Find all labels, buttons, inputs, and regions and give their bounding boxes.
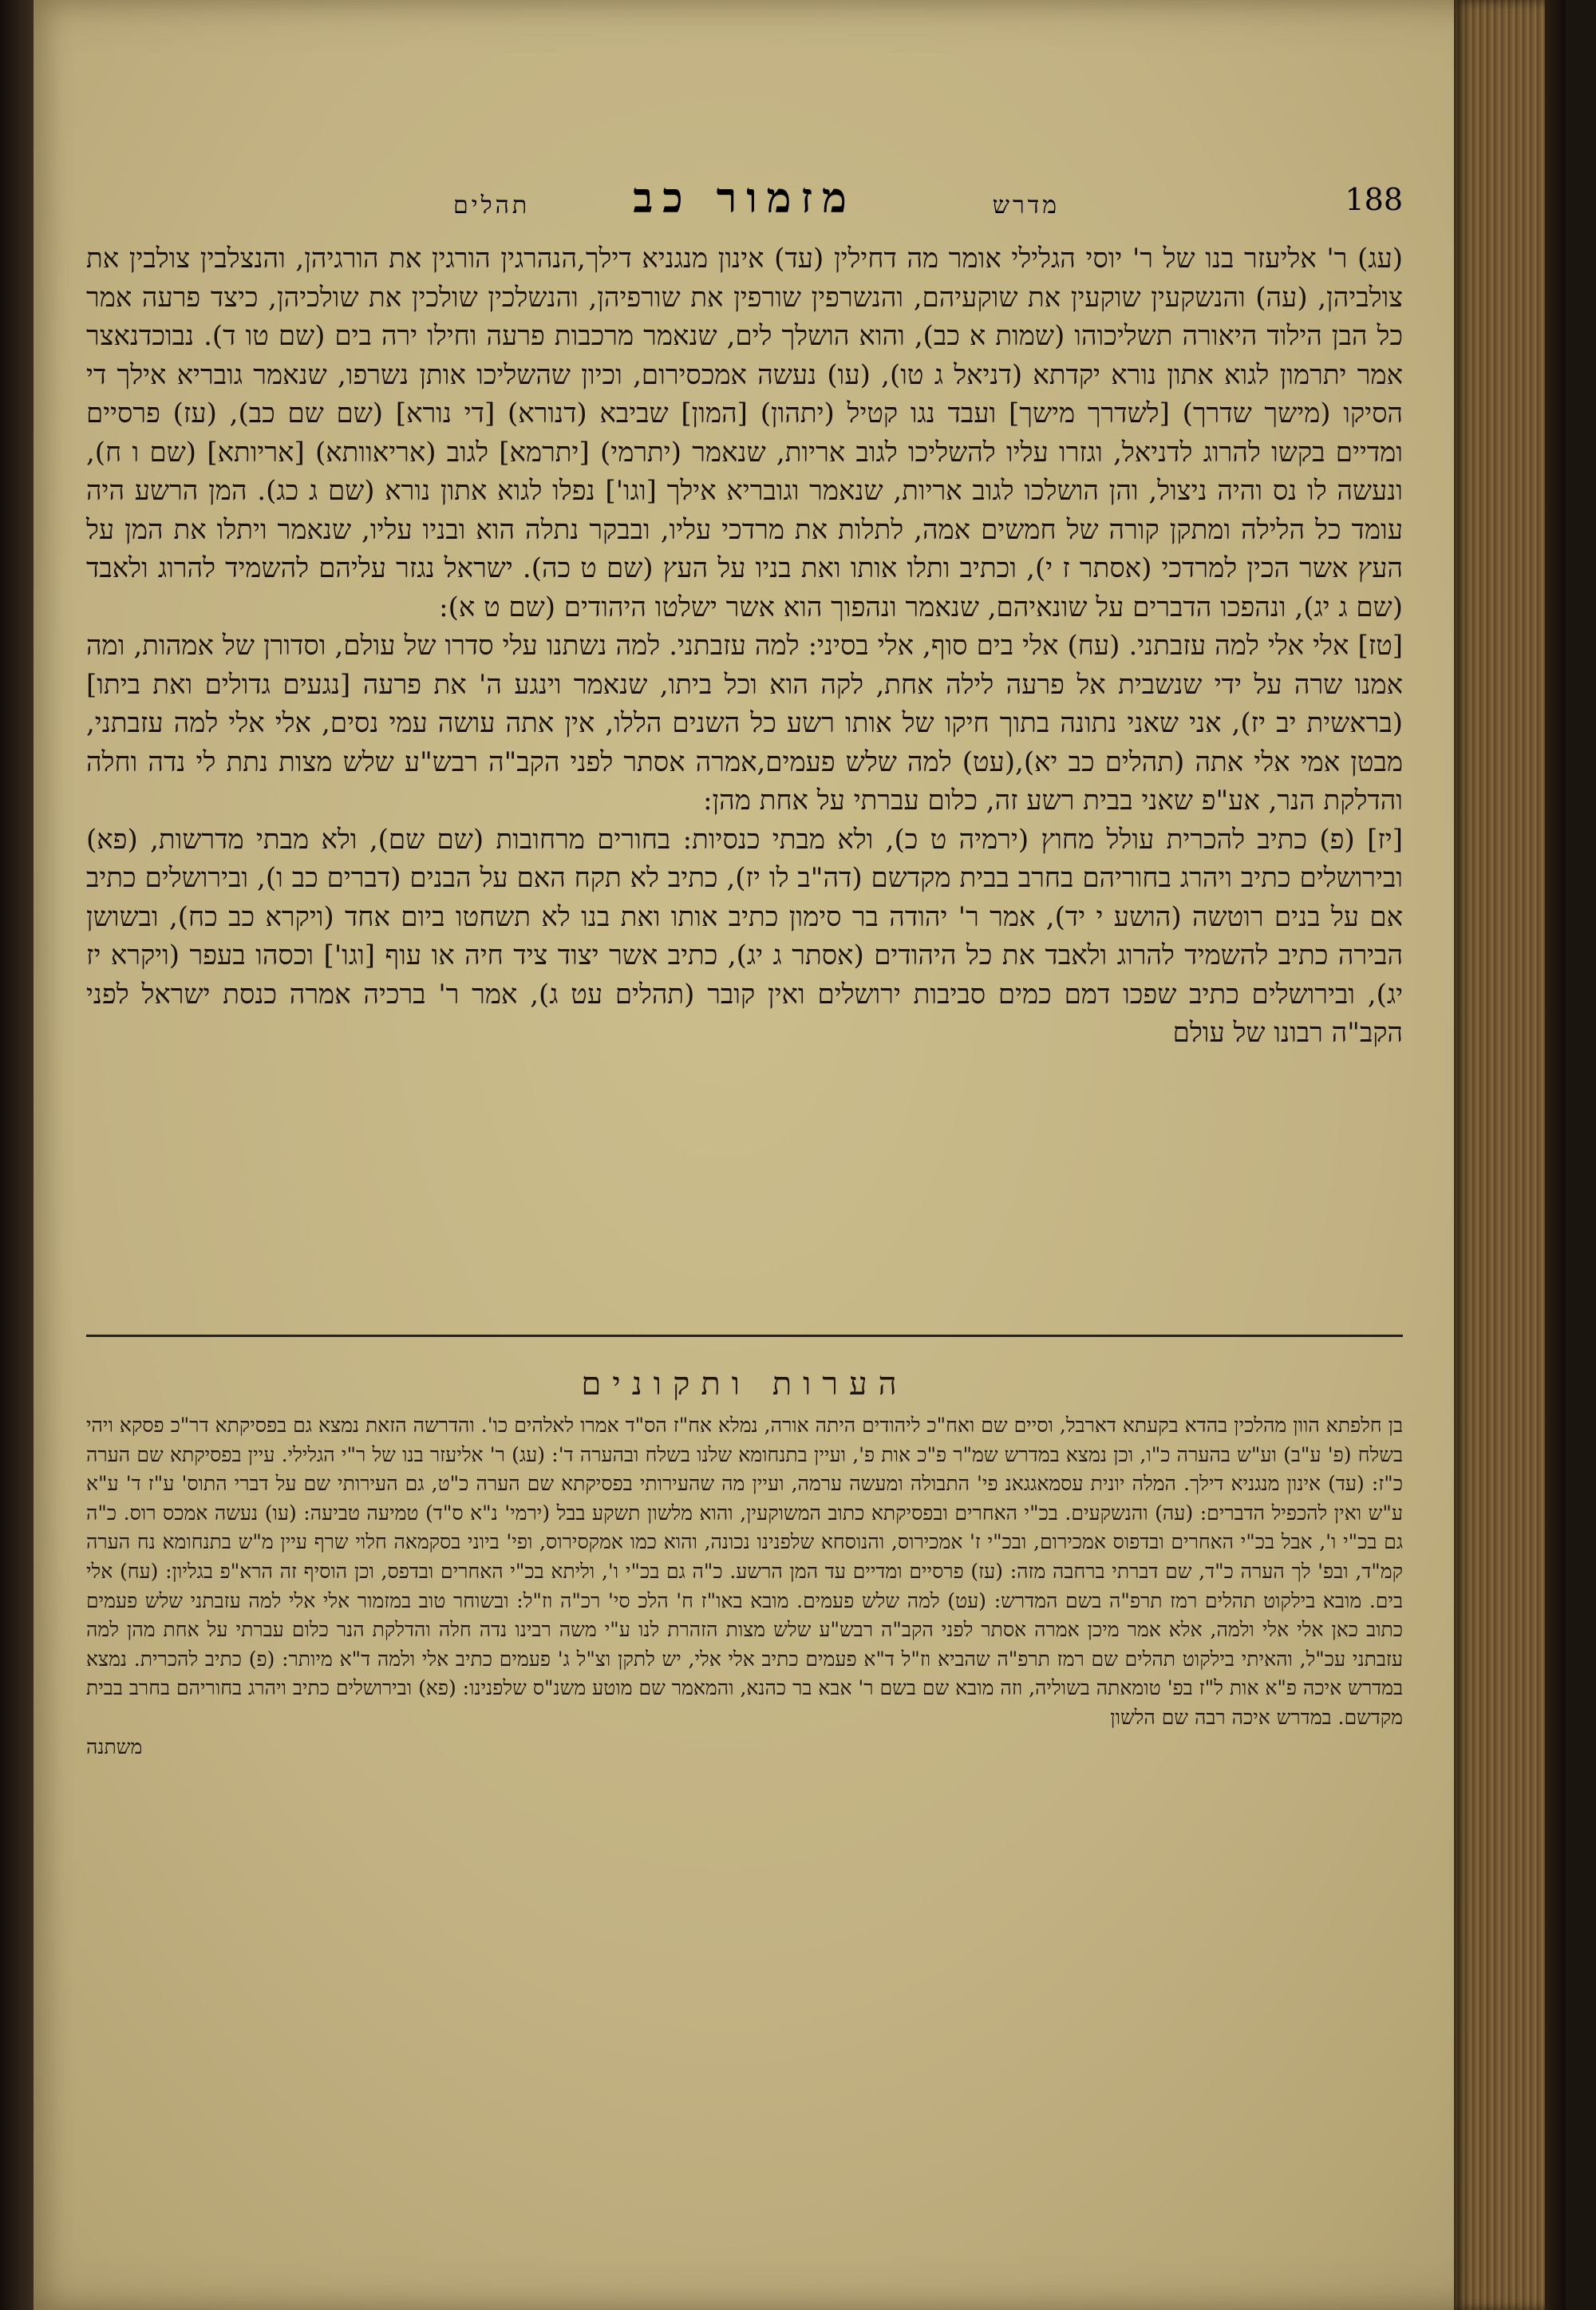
- catchword: משתנה: [86, 1734, 143, 1758]
- section-divider: [86, 1335, 1403, 1337]
- running-head-midrash: מדרש: [992, 192, 1060, 220]
- paragraph-verse-17: [יז] (פ) כתיב להכרית עולל מחוץ (ירמיה ט כ), ולא מבתי כנסיות: בחורים מרחובות (שם שם), ולא מבתי מדרשות, (פא) ובירושלים כתיב ויהרג בחוריהם בחרב בבית מקדשם (דה"ב לו יז), כתיב לא תקח האם על הבנים (דברים כב ו), ובירושלים כתיב אם על בנים רוטשה (הושע י יד), אמר ר' יהודה בר סימון כתיב אותו ואת בנו לא תשחטו ביום אחד (ויקרא כב כח), ובשושן הבירה כתיב להשמיד להרוג ולאבד את כל היהודים (אסתר ג יג), כתיב אשר יצוד ציד חיה או עוף [וגו'] וכסהו בעפר (ויקרא יז יג), ובירושלים כתיב שפכו דמם כמים סביבות ירושלים ואין קובר (תהלים עט ג), אמר ר' ברכיה אמרה כנסת ישראל לפני הקב"ה רבונו של עולם: [86, 823, 1403, 1049]
- page-title: מזמור כב: [633, 174, 856, 223]
- notes-heading: הערות ותקונים: [581, 1366, 908, 1402]
- page-frame-left: [0, 0, 34, 2310]
- book-spine: [1454, 0, 1566, 2310]
- notes-body: בן חלפתא הוון מהלכין בהדא בקעתא דארבל, וסיים שם ואח"כ ליהודים היתה אורה, נמלא אח"ז הס"ד אמרו לאלהים כו'. והדרשה הזאת נמצא גם בפסיקתא דר"כ פסקא ויהי בשלח (פ' ע"ב) וע"ש בהערה כ"ו, וכן נמצא במדרש שמ"ר פ"כ אות פ', ועיין בתנחומא שלנו בשלח ובהערה ד': (עג) ר' אליעזר בנו של ר"י הגלילי. עיין בפסיקתא שם הערה כ"ז: (עד) אינון מנגניא דילך. המלה יונית עסמאגגאנ פי' התבולה ומעשה ערמה, ועיין מה שהעירותי בפסיקתא שם הערה כ"ט, גם העירותי שם על דברי התוס' ע"ז ד' ע"א ע"ש ואין להכפיל הדברים: (עה) והנשקעים. בכ"י האחרים ובפסיקתא כתוב המשוקעין, והוא מלשון תשקע בבל (ירמי' נ"א ס"ד) טמיעה טביעה: (עו) נעשה אמכס רוס. כ"ה גם בכ"י ו', אבל בכ"י האחרים ובדפוס אמכירום, ובכ"י ז' אמכירוס, והנוסחא שלפנינו נכונה, והוא כמו אמקסירוס, ופי' ביוני בסקמאה חלוי שרף עיין מ"ש בתנחומא נח הערה קמ"ד, ובפ' לך הערה כ"ד, שם דברתי ברחבה מזה: (עז) פרסיים ומדיים עד המן הרשע. כ"ה גם בכ"י ו', וליתא בכ"י האחרים ובדפס, וכן הוסיף זה הרא"פ בגליון: (עח) אלי בים. מובא בילקוט תהלים רמז תרפ"ה בשם המדרש: (עט) למה שלש פעמים. מובא באו"ז ח' הלכ סי' רכ"ה וז"ל: ובשוחר טוב במזמור אלי אלי למה עזבתני שלש פעמים כתוב כאן אלי אלי ולמה, אלא אמר מיכן אמרה אסתר לפני הקב"ה רבש"ע שלש מצות הזהרת לנו ע"י משה רבינו נדה חלה והדלקת הנר כלום עברתי על אחת מהן למה עזבתני עכ"ל, והאיתי בילקוט תהלים שם רמז תרפ"ה שהביא וז"ל ד"א פעמים כתיב אלי אלי, יש לתקן וצ"ל ג' פעמים כתיב אלי ולמה ד"א מיותר: (פ) כתיב להכרית. נמצא במדרש איכה פ"א אות ל"ז בפ' טומאתה בשוליה, וזה מובא שם בשם ר' אבא בר כהנא, והמאמר שם מוטע משנ"ס שלפנינו: (פא) ובירושלים כתיב ויהרג בחוריהם בחרב בבית מקדשם. במדרש איכה רבה שם הלשון: [86, 1414, 1403, 1729]
- paragraph-ayin-gimel: (עג) ר' אליעזר בנו של ר' יוסי הגלילי אומר מה דחילין (עד) אינון מנגניא דילך,הנהרגין הורגין את הורגיהן, והנצלבין צולבין את צולביהן, (עה) והנשקעין שוקעין את שוקעיהם, והנשרפין שורפין את שורפיהן, והנשלכין שולכין את שולכיהן, כיצד פרעה אמר כל הבן הילוד היאורה תשליכוהו (שמות א כב), והוא הושלך לים, שנאמר מרכבות פרעה וחילו ירה בים (שם טו ד). נבוכדנאצר אמר יתרמון לגוא אתון נורא יקדתא (דניאל ג טו), (עו) נעשה אמכסירום, וכיון שהשליכו אותן נשרפו, שנאמר גובריא אילך די הסיקו (מישך שדרך) [לשדרך מישך] ועבד נגו קטיל (יתהון) [המון] שביבא (דנורא) [די נורא] (שם שם כב), (עז) פרסיים ומדיים בקשו להרוג לדניאל, וגזרו עליו להשליכו לגוב אריות, שנאמר (יתרמי) [יתרמא] לגוב (אריאוותא) [אריותא] (שם ו ח), ונעשה לו נס והיה ניצול, והן הושלכו לגוב אריות, שנאמר וגובריא אילך [וגו'] נפלו לגוא אתון נורא (שם ג כג). המן הרשע היה עומד כל הלילה ומתקן קורה של חמשים אמה, לתלות את מרדכי עליו, ובבקר נתלה הוא ובניו עליו, שנאמר ויתלו את המן על העץ אשר הכין למרדכי (אסתר ז י), וכתיב ותלו אותו ואת בניו על העץ (שם ט כה). ישראל נגזר עליהם להשמיד להרוג ולאבד (שם ג יג), ונהפכו הדברים על שונאיהם, שנאמר ונהפוך הוא אשר ישלטו היהודים (שם ט א):: [86, 243, 1404, 623]
- running-header: [86, 174, 1403, 246]
- page-number: 188: [1345, 182, 1403, 217]
- running-head-tehillim: תהלים: [453, 192, 531, 220]
- notes-text: [86, 1411, 1403, 1762]
- main-text: [86, 239, 1403, 1053]
- paragraph-verse-16: [טז] אלי אלי למה עזבתני. (עח) אלי בים סוף, אלי בסיני: למה עזבתני. למה נשתנו עלי סדרו של עולם, וסדורן של אמהות, ומה אמנו שרה על ידי שנשבית אל פרעה לילה אחת, לקה הוא וכל ביתו, שנאמר וינגע ה' את פרעה [נגעים גדולים ואת ביתו] (בראשית יב יז), אני שאני נתונה בתוך חיקו של אותו רשע כל השנים הללו, אין אתה עושה עמי נסים, אלי אלי למה עזבתני, מבטן אמי אלי אתה (תהלים כב יא),(עט) למה שלש פעמים,אמרה אסתר לפני הקב"ה רבש"ע שלש מצות נתת לי נדה וחלה והדלקת הנר, אע"פ שאני בבית רשע זה, כלום עברתי על אחת מהן:: [86, 630, 1403, 817]
